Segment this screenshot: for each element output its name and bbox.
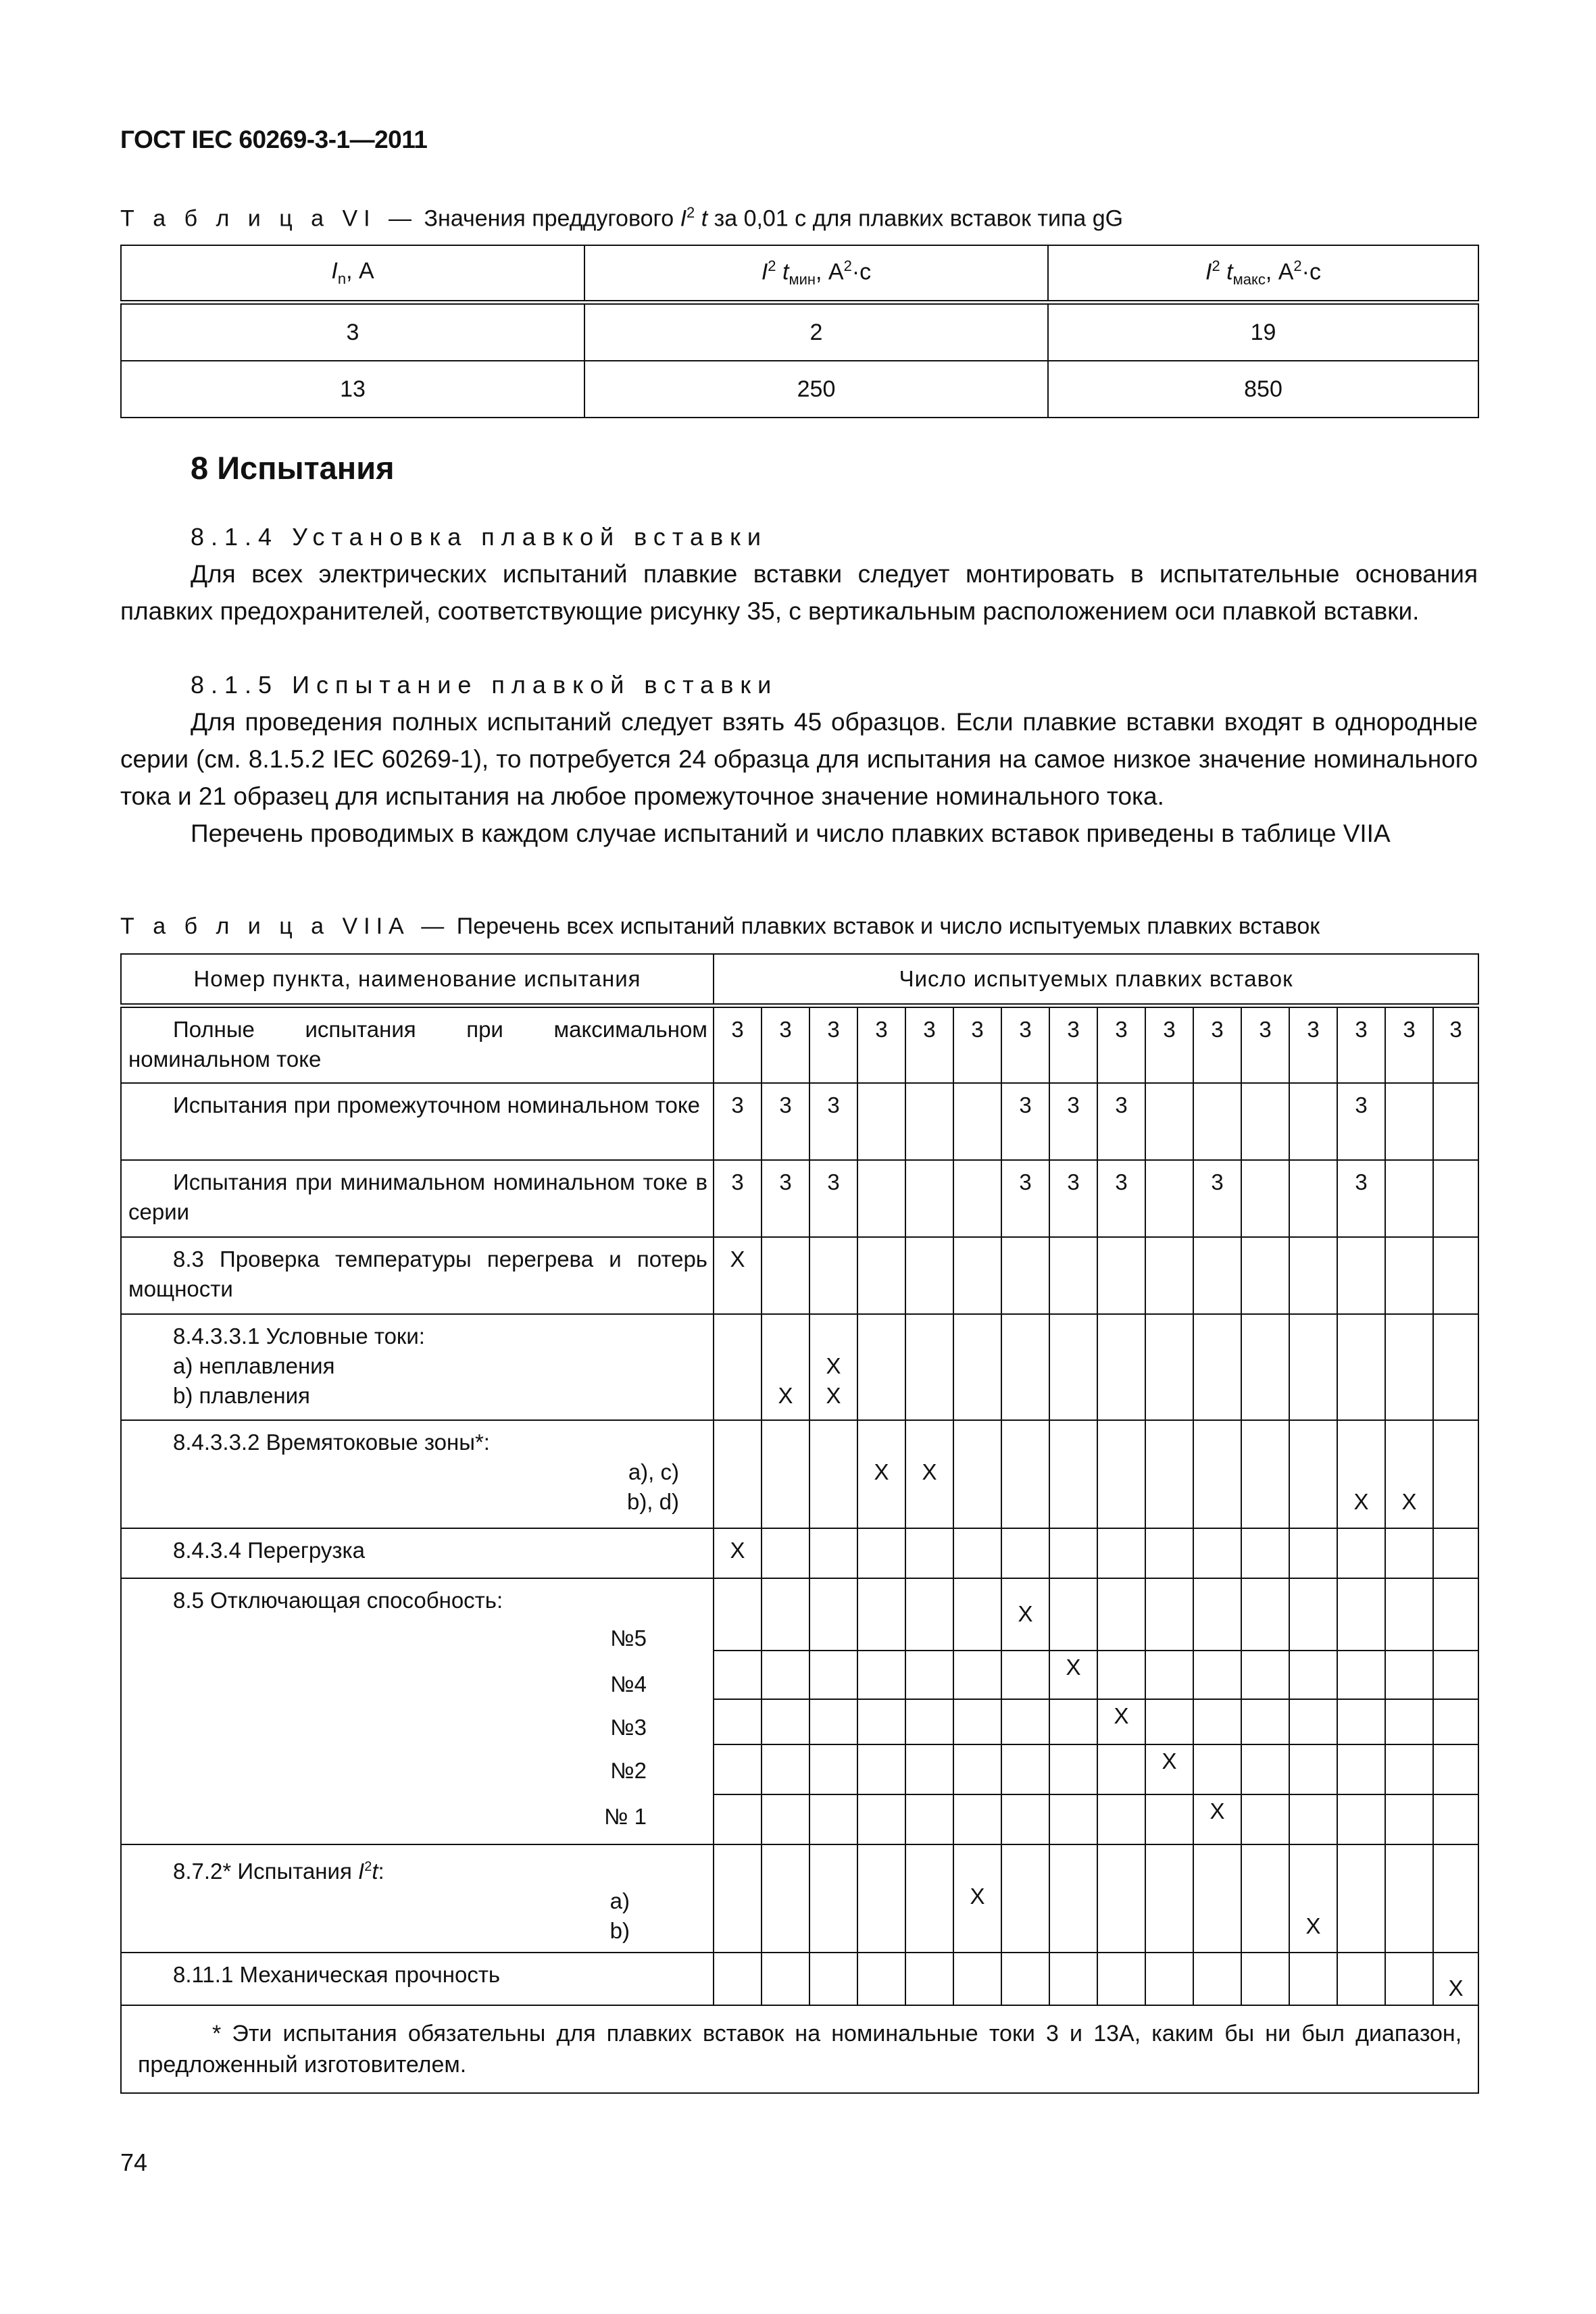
table-cell: X	[922, 1459, 937, 1484]
table-cell: 3	[1193, 1006, 1241, 1083]
table-cell	[1193, 1083, 1241, 1160]
test-name: 8.11.1 Механическая прочность	[121, 1953, 714, 2005]
table-cell: X	[714, 1528, 762, 1578]
subsection-8-1-4: 8.1.4 Установка плавкой вставки	[191, 523, 768, 551]
subsection-8-1-5: 8.1.5 Испытание плавкой вставки	[191, 671, 778, 699]
table6-caption-prefix: Т а б л и ц а VI —	[120, 205, 418, 232]
test-name: 8.4.3.4 Перегрузка	[121, 1528, 714, 1578]
table-cell: 3	[905, 1006, 953, 1083]
table-row	[121, 1420, 1478, 1528]
table-cell: 3	[809, 1006, 857, 1083]
table7	[120, 953, 1479, 2094]
table-cell: 3	[809, 1083, 857, 1160]
table-cell: 250	[584, 361, 1048, 418]
table-cell	[857, 1160, 905, 1237]
table-cell: 3	[1433, 1006, 1478, 1083]
table-cell: 3	[953, 1006, 1001, 1083]
table-cell	[953, 1160, 1001, 1237]
table-row	[121, 1528, 1478, 1578]
table-footnote: * Эти испытания обязательны для плавких вставок на номинальные токи 3 и 13А, каким бы ни был диапазон, предложенный изготовителем.	[121, 2005, 1478, 2093]
table-cell: 3	[1289, 1006, 1337, 1083]
table-cell: X	[1353, 1488, 1369, 1514]
table-cell: 3	[857, 1006, 905, 1083]
table7-caption-prefix: Т а б л и ц а VIIA —	[120, 913, 451, 939]
table7-header-test: Номер пункта, наименование испытания	[121, 954, 714, 1006]
table-cell	[953, 1083, 1001, 1160]
table-cell: 3	[1049, 1160, 1097, 1237]
table-cell: 13	[121, 361, 584, 418]
table-cell: 3	[714, 1160, 762, 1237]
document-code: ГОСТ IEC 60269-3-1—2011	[120, 126, 428, 153]
table-cell: 3	[1337, 1160, 1385, 1237]
table-cell: X	[1097, 1699, 1145, 1744]
table-cell: 3	[1145, 1006, 1193, 1083]
table-cell	[1241, 1160, 1289, 1237]
table-cell: 3	[121, 303, 584, 361]
table-cell: X	[1401, 1488, 1417, 1514]
table-cell: 3	[1049, 1083, 1097, 1160]
table-cell: 19	[1048, 303, 1478, 361]
table-cell: 3	[1241, 1006, 1289, 1083]
paragraph-8-1-5: Для проведения полных испытаний следует взять 45 образцов. Если плавкие вставки входят в однородные серии (см. 8.1.5.2 IEC 60269-1), то потребуется 24 образца для испытания на самое низкое значение номинального тока и 21 образец для испытания на любое промежуточное значение номинального тока. Перечень проводимых в каждом случае испытаний и число плавких вставок приведены в таблице VIIA	[120, 708, 1478, 847]
table-cell	[905, 1083, 953, 1160]
table6-header-row	[121, 245, 1478, 303]
table-cell: X	[714, 1237, 762, 1314]
table-cell: 3	[1337, 1006, 1385, 1083]
table-row	[121, 1314, 1478, 1420]
table-cell: 3	[1001, 1160, 1049, 1237]
table-cell	[1385, 1083, 1433, 1160]
table-row	[121, 1160, 1478, 1237]
table-cell: 3	[762, 1006, 809, 1083]
table-cell: X	[1001, 1578, 1049, 1651]
table-cell: X	[1193, 1794, 1241, 1844]
table-cell	[1145, 1083, 1193, 1160]
section-heading: 8 Испытания	[191, 450, 395, 486]
table-row	[121, 303, 1478, 361]
table-cell	[1241, 1083, 1289, 1160]
table-cell	[1433, 1160, 1478, 1237]
table6-header-i2t-max: $I^2$ $t_{макс}$, $А^2\cdot с$	[1048, 245, 1478, 303]
table-cell: 3	[1385, 1006, 1433, 1083]
table7-header-count: Число испытуемых плавких вставок	[714, 954, 1478, 1006]
table6-header-i2t-min: $I^2$ $t_{мин}$, $А^2\cdot с$	[584, 245, 1048, 303]
table-footnote-row	[121, 2005, 1478, 2093]
table-row	[121, 361, 1478, 418]
table-cell: X	[826, 1353, 841, 1378]
table-row	[121, 1006, 1478, 1083]
test-name: Испытания при минимальном номинальном токе в серии	[121, 1160, 714, 1237]
test-name: 8.5 Отключающая способность: №5 №4 №3 №2 № 1	[121, 1578, 714, 1844]
paragraph-8-1-4: Для всех электрических испытаний плавкие вставки следует монтировать в испытательные основания плавких предохранителей, соответствующие рисунку 35, с вертикальным расположением оси плавкой вставки.	[120, 560, 1478, 625]
table-row	[121, 1578, 1478, 1651]
table7-caption: Т а б л и ц а VIIA — Перечень всех испытаний плавких вставок и число испытуемых плавких вставок	[120, 913, 1320, 939]
table-cell: X	[970, 1883, 985, 1909]
table-cell	[1145, 1160, 1193, 1237]
table-cell: X	[874, 1459, 889, 1484]
table-cell: X	[1433, 1953, 1478, 2005]
test-name: 8.7.2* Испытания $I^2t$: a) b)	[121, 1844, 714, 1953]
table-cell: 850	[1048, 361, 1478, 418]
table-cell	[1289, 1160, 1337, 1237]
table6	[120, 245, 1479, 418]
table7-header-row	[121, 954, 1478, 1006]
table-cell: 3	[714, 1083, 762, 1160]
table-cell	[1433, 1083, 1478, 1160]
table-cell: 3	[762, 1160, 809, 1237]
table-cell	[905, 1160, 953, 1237]
table-row	[121, 1953, 1478, 2005]
table-cell: 3	[1001, 1006, 1049, 1083]
table-cell	[857, 1083, 905, 1160]
table6-header-current: $I_n$, А	[121, 245, 584, 303]
table-row	[121, 1237, 1478, 1314]
table-cell	[1385, 1160, 1433, 1237]
test-name: Полные испытания при максимальном номинальном токе	[121, 1006, 714, 1083]
table-cell: X	[778, 1382, 793, 1408]
page-number: 74	[120, 2148, 148, 2176]
table-row	[121, 1083, 1478, 1160]
table-cell: 3	[1097, 1006, 1145, 1083]
table-cell: 3	[762, 1083, 809, 1160]
table-cell: X	[1305, 1913, 1321, 1938]
table-cell	[1289, 1083, 1337, 1160]
table-cell: 3	[809, 1160, 857, 1237]
test-name: Испытания при промежуточном номинальном токе	[121, 1083, 714, 1160]
test-name: 8.4.3.3.1 Условные токи: a) неплавления b) плавления	[121, 1314, 714, 1420]
table-cell: 3	[1097, 1083, 1145, 1160]
table-cell: X	[1049, 1651, 1097, 1699]
table-cell: 3	[1193, 1160, 1241, 1237]
table-cell: 3	[1001, 1083, 1049, 1160]
table-cell: 3	[714, 1006, 762, 1083]
test-name: 8.3 Проверка температуры перегрева и потерь мощности	[121, 1237, 714, 1314]
table-cell: 2	[584, 303, 1048, 361]
table-cell: 3	[1337, 1083, 1385, 1160]
test-name: 8.4.3.3.2 Времятоковые зоны*: a), c) b), d)	[121, 1420, 714, 1528]
table-cell: X	[1145, 1744, 1193, 1794]
table-cell: X	[826, 1382, 841, 1408]
table6-caption: Т а б л и ц а VI — Значения преддугового $I^2$ t за 0,01 с для плавких вставок типа gG	[120, 204, 1124, 232]
table-cell: 3	[1097, 1160, 1145, 1237]
table-row	[121, 1844, 1478, 1953]
table-cell: 3	[1049, 1006, 1097, 1083]
